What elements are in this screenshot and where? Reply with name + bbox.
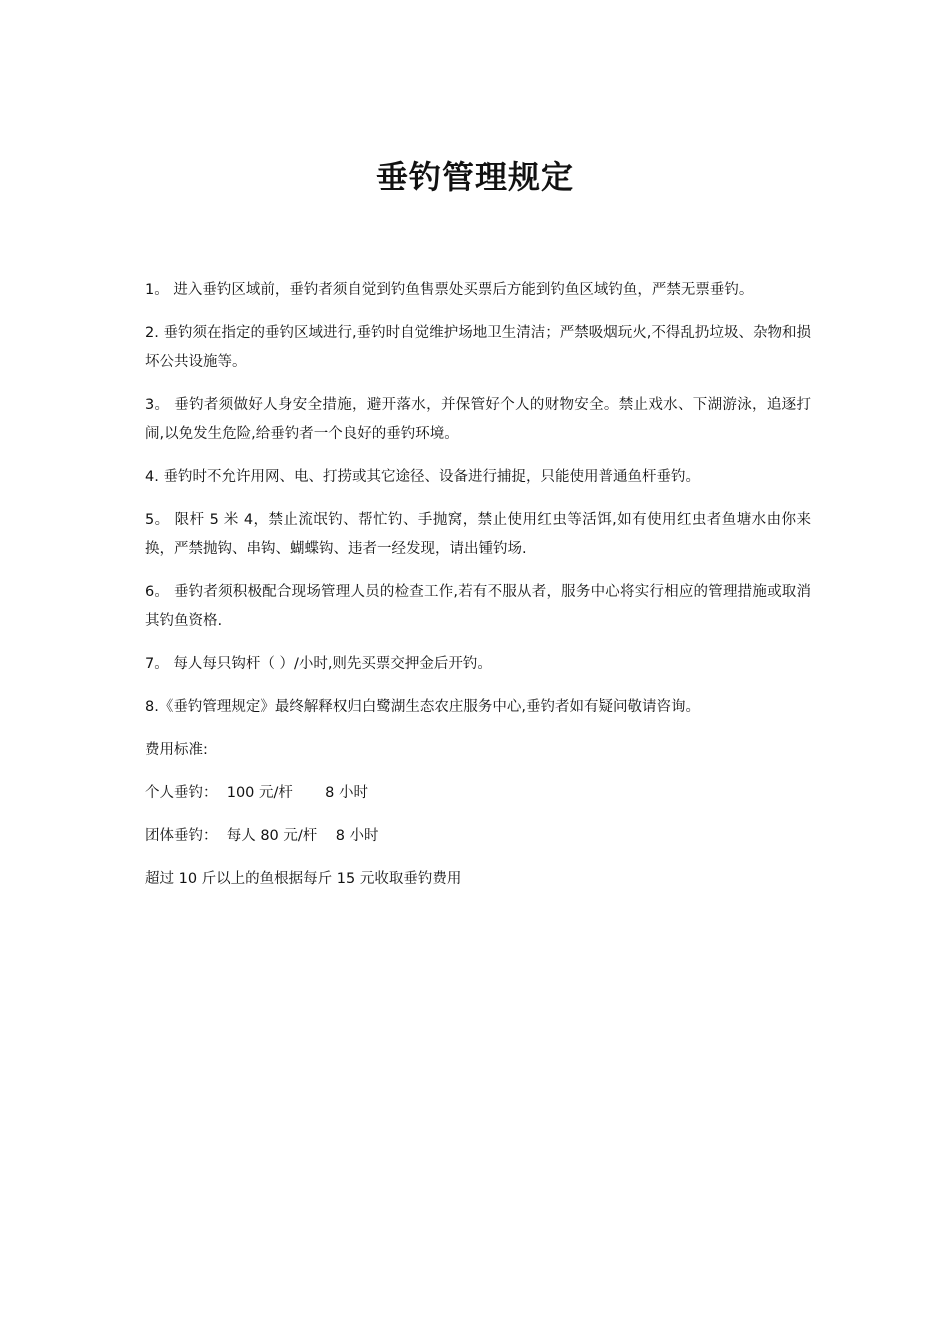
rule-4: 4. 垂钓时不允许用网、电、打捞或其它途径、设备进行捕捉，只能使用普通鱼杆垂钓。 xyxy=(145,469,700,485)
fee-overweight: 超过 10 斤以上的鱼根据每斤 15 元收取垂钓费用 xyxy=(145,871,462,887)
rule-5: 5。 限杆 5 米 4，禁止流氓钓、帮忙钓、手抛窝，禁止使用红虫等活饵,如有使用红虫者鱼塘水由你来换，严禁抛钩、串钩、蝴蝶钩、违者一经发现，请出锺钓场. xyxy=(145,512,811,557)
fee-group: 团体垂钓： 每人 80 元/杆 8 小时 xyxy=(145,828,379,844)
rule-2: 2. 垂钓须在指定的垂钓区域进行,垂钓时自觉维护场地卫生清洁；严禁吸烟玩火,不得乱扔垃圾、杂物和损坏公共设施等。 xyxy=(145,325,811,370)
rule-3: 3。 垂钓者须做好人身安全措施，避开落水，并保管好个人的财物安全。禁止戏水、下湖游泳，追逐打闹,以免发生危险,给垂钓者一个良好的垂钓环境。 xyxy=(145,397,811,442)
fee-heading: 费用标准: xyxy=(145,742,208,758)
rule-7: 7。 每人每只钩杆（ ）/小时,则先买票交押金后开钓。 xyxy=(145,656,492,672)
document-title: 垂钓管理规定 xyxy=(375,158,574,196)
rule-8: 8.《垂钓管理规定》最终解释权归白鹭湖生态农庄服务中心,垂钓者如有疑问敬请咨询。 xyxy=(145,699,700,715)
fee-individual: 个人垂钓： 100 元/杆 8 小时 xyxy=(145,785,368,801)
rule-1: 1。 进入垂钓区域前，垂钓者须自觉到钓鱼售票处买票后方能到钓鱼区域钓鱼，严禁无票垂钓。 xyxy=(145,282,754,298)
document-body xyxy=(145,276,811,908)
rule-6: 6。 垂钓者须积极配合现场管理人员的检查工作,若有不服从者，服务中心将实行相应的管理措施或取消其钓鱼资格. xyxy=(145,584,811,629)
